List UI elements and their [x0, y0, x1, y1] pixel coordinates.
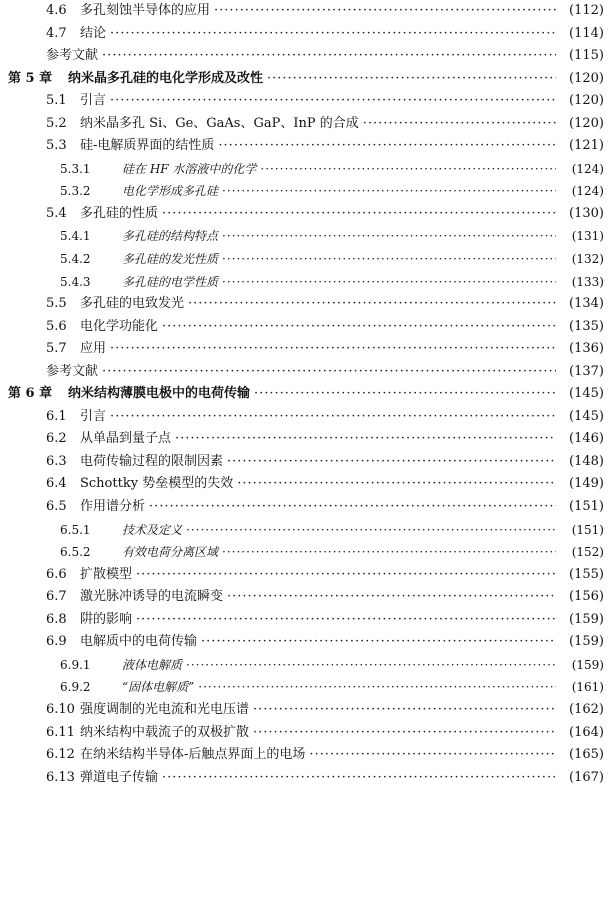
toc-page: (146): [569, 431, 604, 447]
toc-number: 4.7: [46, 25, 67, 41]
toc-number: 6.12: [46, 747, 75, 763]
dot-leader: [214, 0, 556, 23]
toc-entry[interactable]: [0, 316, 610, 339]
toc-entry[interactable]: [0, 744, 610, 767]
toc-title: 技术及定义: [122, 522, 183, 537]
toc-page: (148): [569, 453, 604, 469]
dot-leader: [149, 496, 556, 519]
toc-page: (136): [569, 341, 604, 357]
toc-entry[interactable]: [0, 722, 610, 745]
toc-title: 结论: [80, 25, 107, 41]
toc-page: (134): [569, 296, 604, 312]
dot-leader: [253, 699, 556, 722]
toc-number: 5.3: [46, 138, 67, 154]
dot-leader: [102, 361, 556, 384]
dot-leader: [363, 113, 556, 136]
toc-title: 有效电荷分离区域: [122, 545, 219, 560]
toc-subentry[interactable]: [0, 180, 610, 203]
toc-page: (112): [569, 3, 604, 18]
toc-subentry[interactable]: [0, 271, 610, 294]
toc-number: 6.5.1: [60, 522, 91, 537]
toc-title: 多孔刻蚀半导体的应用: [80, 3, 211, 18]
toc-chapter[interactable]: [0, 68, 610, 91]
toc-subentry[interactable]: [0, 676, 610, 699]
dot-leader: [218, 135, 556, 158]
dot-leader: [227, 586, 556, 609]
dot-leader: [253, 722, 556, 745]
toc-number: 6.5.2: [60, 545, 91, 560]
toc-page: (120): [569, 93, 604, 109]
toc-title: 液体电解质: [122, 657, 183, 672]
toc-page: (135): [569, 318, 604, 334]
toc-number: 5.5: [46, 296, 67, 312]
toc-number: 6.9: [46, 634, 67, 650]
toc-title: Schottky 势垒模型的失效: [80, 476, 234, 492]
dot-leader: [222, 248, 556, 271]
toc-entry[interactable]: [0, 496, 610, 519]
toc-number: 6.3: [46, 453, 67, 469]
dot-leader: [201, 631, 556, 654]
toc-title: 扩散模型: [80, 566, 133, 582]
toc-entry[interactable]: [0, 293, 610, 316]
toc-title: 多孔硅的电学性质: [122, 274, 219, 289]
dot-leader: [222, 271, 556, 294]
dot-leader: [186, 654, 556, 677]
toc-title: 阱的影响: [80, 611, 133, 627]
dot-leader: [260, 158, 556, 181]
dot-leader: [186, 519, 556, 542]
toc-title: 电解质中的电荷传输: [80, 634, 198, 650]
toc-number: 6.1: [46, 408, 67, 424]
toc-page: (124): [571, 161, 604, 176]
dot-leader: [110, 23, 556, 46]
toc-title: 多孔硅的电致发光: [80, 296, 185, 312]
toc-title: 纳米晶多孔硅的电化学形成及改性: [68, 70, 264, 86]
toc-number: 6.10: [46, 701, 75, 717]
toc-title: 从单晶到量子点: [80, 431, 172, 447]
toc-number: 5.1: [46, 93, 67, 109]
toc-title: 激光脉冲诱导的电流瞬变: [80, 589, 224, 605]
toc-page: (167): [569, 769, 604, 785]
toc-number: 5.4: [46, 205, 67, 221]
dot-leader: [188, 293, 556, 316]
toc-number: 第 6 章: [8, 386, 53, 402]
toc-number: 5.3.1: [60, 161, 91, 176]
dot-leader: [162, 316, 556, 339]
toc-title: 电荷传输过程的限制因素: [80, 453, 224, 469]
toc-number: 5.4.1: [60, 229, 91, 244]
toc-title: 引言: [80, 408, 107, 424]
toc-title: 强度调制的光电流和光电压谱: [80, 701, 250, 717]
toc-title: 参考文献: [46, 363, 99, 379]
dot-leader: [136, 609, 556, 632]
toc-page: (162): [569, 701, 604, 717]
dot-leader: [162, 203, 556, 226]
toc-page: (161): [571, 680, 604, 695]
toc-page: (121): [569, 138, 604, 154]
dot-leader: [110, 90, 556, 113]
dot-leader: [175, 428, 556, 451]
toc-entry[interactable]: [0, 203, 610, 226]
toc-page: (159): [569, 634, 604, 650]
dot-leader: [309, 744, 556, 767]
toc-page: (159): [569, 611, 604, 627]
toc-number: 5.2: [46, 115, 67, 131]
dot-leader: [198, 676, 556, 699]
toc-number: 5.7: [46, 341, 67, 357]
dot-leader: [267, 68, 556, 91]
toc-title: “固体电解质”: [122, 680, 195, 695]
toc-page: (124): [571, 184, 604, 199]
toc-page: (131): [571, 229, 604, 244]
dot-leader: [136, 564, 556, 587]
toc-page: (120): [569, 115, 604, 131]
toc-title: 纳米结构薄膜电极中的电荷传输: [68, 386, 251, 402]
toc-entry[interactable]: [0, 609, 610, 632]
toc-page: (130): [569, 205, 604, 221]
toc-title: 硅-电解质界面的结性质: [80, 138, 215, 154]
toc-number: 6.11: [46, 724, 75, 740]
toc-page: (152): [571, 545, 604, 560]
toc-page: (159): [571, 657, 604, 672]
toc-page: (115): [569, 48, 604, 64]
dot-leader: [254, 383, 556, 406]
toc-entry[interactable]: [0, 23, 610, 46]
toc-page: (164): [569, 724, 604, 740]
toc-title: 参考文献: [46, 48, 99, 64]
dot-leader: [237, 473, 556, 496]
toc-chapter[interactable]: [0, 383, 610, 406]
toc-number: 6.5: [46, 499, 67, 515]
toc-entry[interactable]: [0, 473, 610, 496]
dot-leader: [222, 180, 556, 203]
toc-entry[interactable]: [0, 586, 610, 609]
toc-title: 引言: [80, 93, 107, 109]
toc-number: 6.9.2: [60, 680, 91, 695]
toc-subentry[interactable]: [0, 541, 610, 564]
toc-number: 6.4: [46, 476, 67, 492]
toc-page: (145): [569, 386, 604, 402]
toc-page: (149): [569, 476, 604, 492]
dot-leader: [110, 406, 556, 429]
toc-title: 在纳米结构半导体-后触点界面上的电场: [80, 747, 306, 763]
toc-entry[interactable]: [0, 135, 610, 158]
toc-page: (133): [571, 274, 604, 289]
toc-entry[interactable]: [0, 564, 610, 587]
toc-subentry[interactable]: [0, 248, 610, 271]
toc-title: 电化学功能化: [80, 318, 159, 334]
toc-title: 弹道电子传输: [80, 769, 159, 785]
toc-page: (137): [569, 363, 604, 379]
toc-number: 第 5 章: [8, 70, 53, 86]
toc-entry[interactable]: [0, 45, 610, 68]
toc-title: 多孔硅的发光性质: [122, 252, 219, 267]
toc-title: 电化学形成多孔硅: [122, 184, 219, 199]
toc-number: 6.8: [46, 611, 67, 627]
toc-page: (120): [569, 70, 604, 86]
toc-number: 5.3.2: [60, 184, 91, 199]
toc-number: 4.6: [46, 3, 67, 18]
toc-subentry[interactable]: [0, 654, 610, 677]
toc-page: (114): [569, 25, 604, 41]
toc-subentry[interactable]: [0, 225, 610, 248]
toc-title: 应用: [80, 341, 107, 357]
toc-entry[interactable]: [0, 451, 610, 474]
dot-leader: [110, 338, 556, 361]
dot-leader: [222, 225, 556, 248]
toc-entry[interactable]: [0, 406, 610, 429]
dot-leader: [102, 45, 556, 68]
dot-leader: [222, 541, 556, 564]
toc-entry[interactable]: [0, 0, 610, 23]
toc-page: (132): [571, 252, 604, 267]
toc-title: 纳米晶多孔 Si、Ge、GaAs、GaP、InP 的合成: [80, 115, 359, 131]
toc-entry[interactable]: [0, 428, 610, 451]
toc-entry[interactable]: [0, 361, 610, 384]
dot-leader: [227, 451, 556, 474]
toc-entry[interactable]: [0, 113, 610, 136]
toc-subentry[interactable]: [0, 158, 610, 181]
toc-page: (145): [569, 408, 604, 424]
toc-subentry[interactable]: [0, 519, 610, 542]
toc-title: 作用谱分析: [80, 499, 146, 515]
toc-number: 5.4.3: [60, 274, 91, 289]
toc-number: 6.9.1: [60, 657, 91, 672]
toc-entry[interactable]: [0, 631, 610, 654]
toc-number: 5.6: [46, 318, 67, 334]
toc-page: (155): [569, 566, 604, 582]
toc-page: (151): [571, 522, 604, 537]
toc-number: 6.2: [46, 431, 67, 447]
toc-entry[interactable]: [0, 699, 610, 722]
toc-title: 纳米结构中载流子的双极扩散: [80, 724, 250, 740]
toc-number: 5.4.2: [60, 252, 91, 267]
toc-number: 6.7: [46, 589, 67, 605]
toc-entry[interactable]: [0, 338, 610, 361]
dot-leader: [162, 767, 556, 790]
toc-page: (156): [569, 589, 604, 605]
toc-title: 多孔硅的性质: [80, 205, 159, 221]
toc-page: (165): [569, 747, 604, 763]
toc-entry[interactable]: [0, 767, 610, 790]
toc-title: 多孔硅的结构特点: [122, 229, 219, 244]
toc-title: 硅在 HF 水溶液中的化学: [122, 161, 257, 176]
toc-number: 6.13: [46, 769, 75, 785]
toc-number: 6.6: [46, 566, 67, 582]
toc-page: (151): [569, 499, 604, 515]
toc-entry[interactable]: [0, 90, 610, 113]
